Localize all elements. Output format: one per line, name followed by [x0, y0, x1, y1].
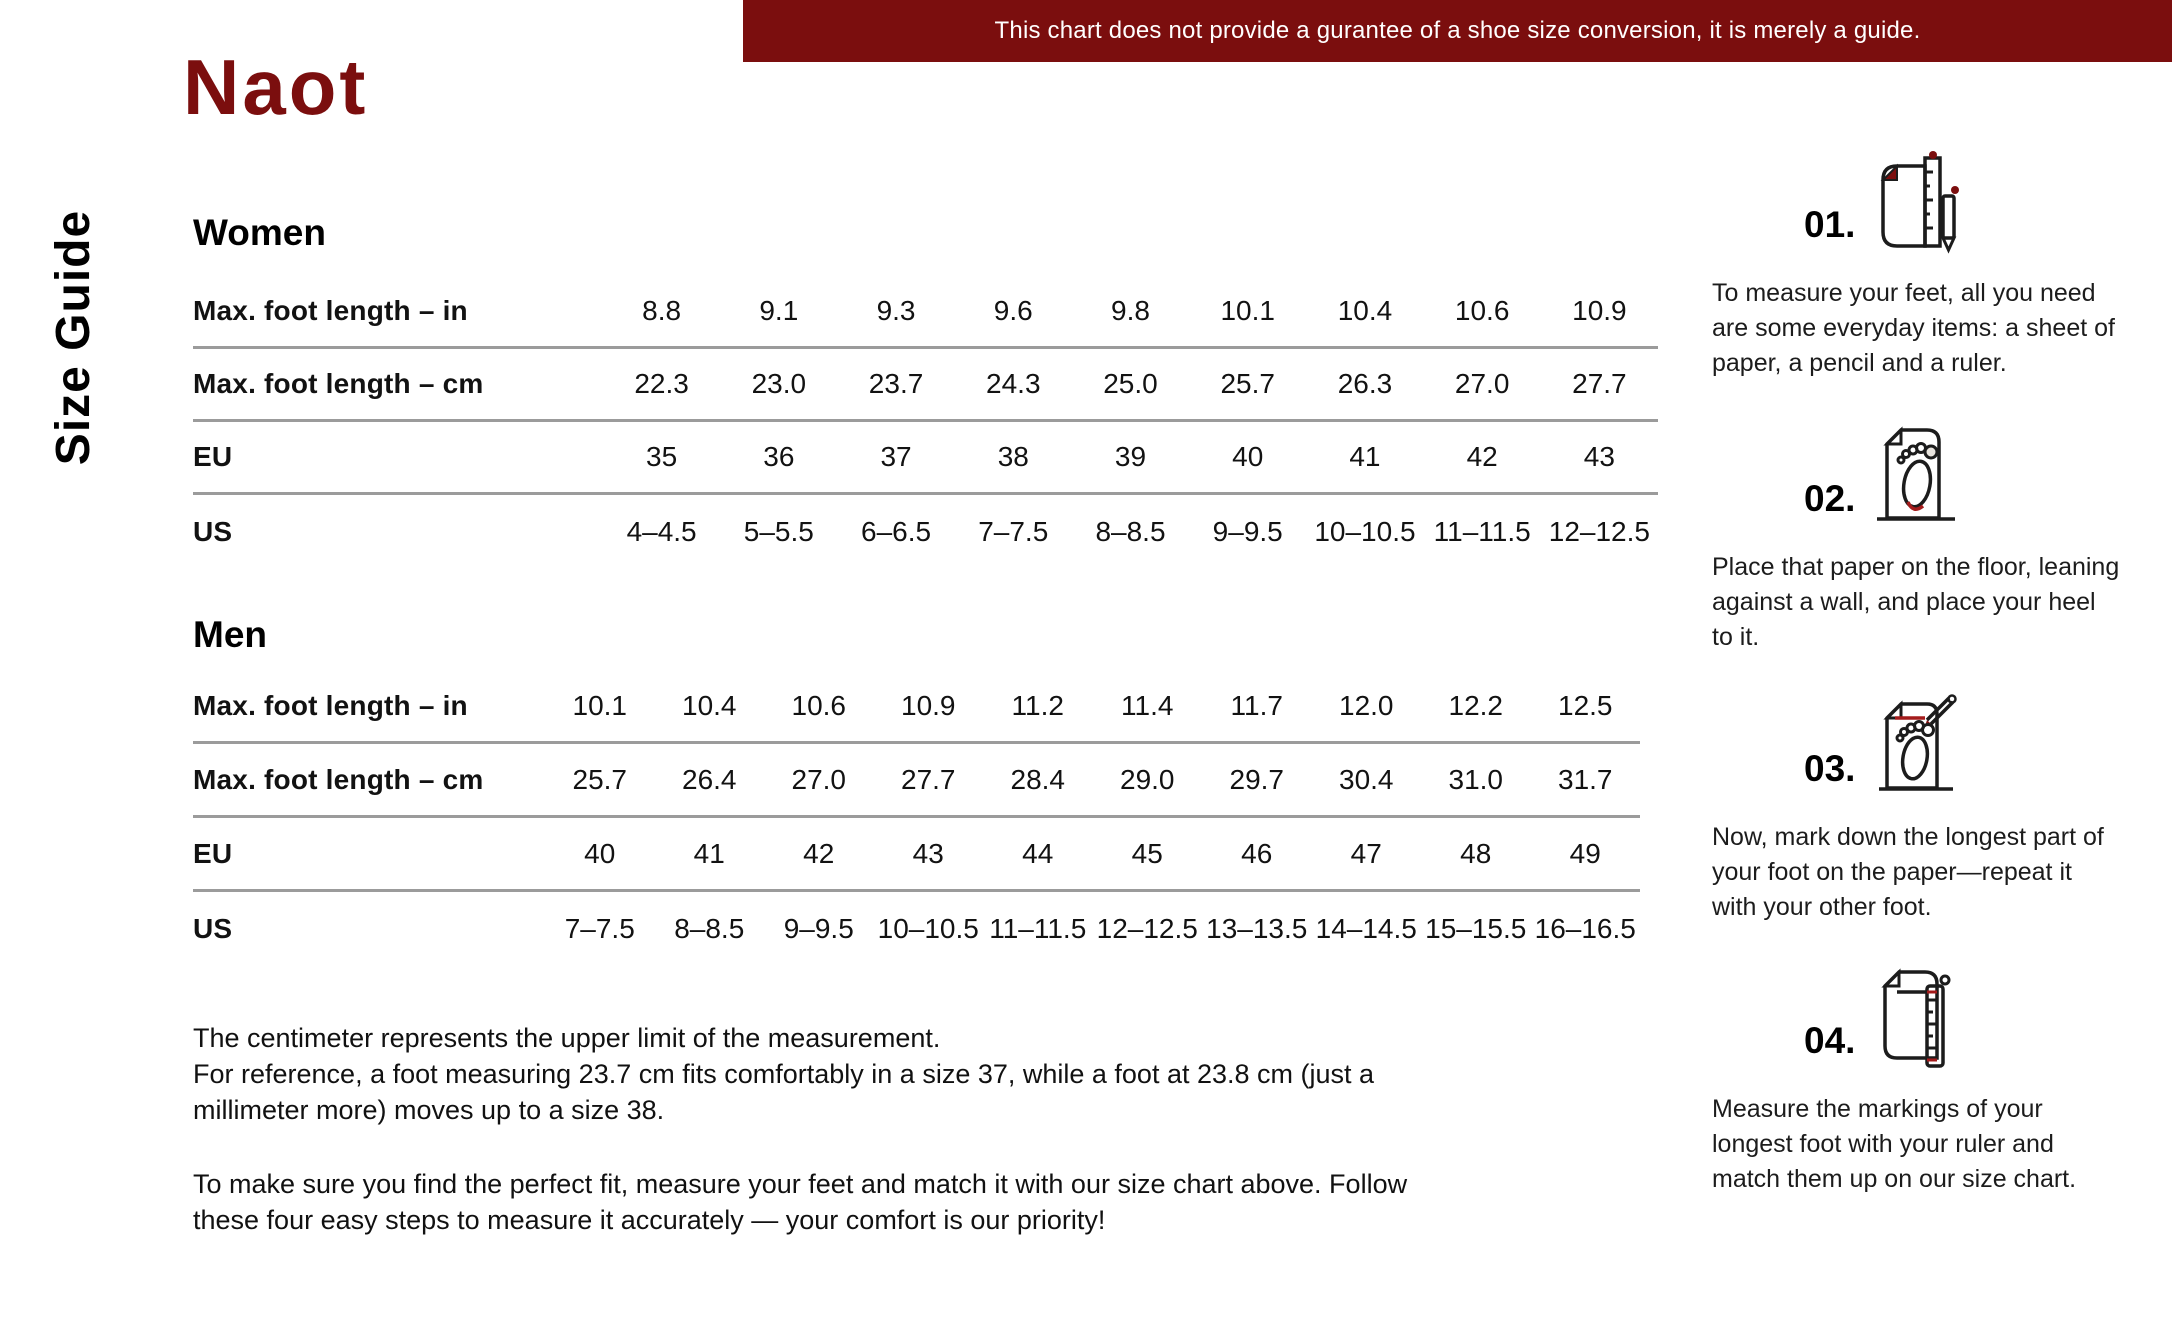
naot-logo: Naot [183, 43, 369, 131]
size-value-cell: 15–15.5 [1425, 913, 1527, 944]
size-value-cell: 16–16.5 [1534, 913, 1636, 944]
size-value-cell: 30.4 [1339, 763, 1394, 795]
size-value-cell: 43 [1583, 441, 1615, 472]
measuring-steps [1712, 140, 2122, 1260]
size-value-cell: 37 [880, 441, 912, 472]
step-03-header [1712, 692, 2122, 804]
size-value-cell: 29.7 [1229, 763, 1284, 795]
row-label: US [193, 515, 233, 547]
size-value-cell: 9–9.5 [783, 913, 854, 944]
size-value-cell: 8.8 [642, 295, 682, 326]
page-title-vertical [28, 188, 120, 486]
page-title: Size Guide [47, 209, 101, 465]
size-value-cell: 12.5 [1558, 689, 1613, 721]
size-chart-content [193, 212, 1658, 1238]
footnote-line: For reference, a foot measuring 23.7 cm fits comfortably in a size 37, while a foot at 23.8 cm (just a millimeter more) moves up to a size 38. [193, 1059, 1375, 1125]
size-value-cell: 10.1 [1220, 295, 1275, 326]
size-value-cell: 8–8.5 [674, 913, 745, 944]
size-value-cell: 10–10.5 [877, 913, 979, 944]
size-value-cell: 44 [1022, 837, 1054, 869]
size-value-cell: 9.8 [1111, 295, 1150, 326]
row-label: Max. foot length – in [193, 689, 468, 721]
table-row [193, 818, 1640, 892]
step-04 [1712, 964, 2122, 1197]
size-value-cell: 9–9.5 [1212, 515, 1283, 547]
table-row [193, 276, 1658, 349]
size-value-cell: 14–14.5 [1315, 913, 1417, 944]
row-label: US [193, 913, 233, 944]
table-row [193, 422, 1658, 495]
size-value-cell: 10.9 [1572, 295, 1627, 326]
size-value-cell: 10.6 [791, 689, 846, 721]
size-value-cell: 40 [1232, 441, 1264, 472]
size-value-cell: 7–7.5 [564, 913, 635, 944]
step-01-header [1712, 148, 2122, 260]
size-value-cell: 47 [1350, 837, 1382, 869]
size-value-cell: 13–13.5 [1206, 913, 1308, 944]
size-value-cell: 6–6.5 [861, 515, 932, 547]
step-number: 01. [1804, 204, 1856, 245]
table-row [193, 349, 1658, 422]
size-value-cell: 27.0 [791, 763, 846, 795]
size-value-cell: 26.4 [682, 763, 737, 795]
table-row [193, 495, 1658, 568]
row-label: EU [193, 837, 233, 869]
row-label: Max. foot length – cm [193, 763, 484, 795]
step-text: Now, mark down the longest part of your foot on the paper—repeat it with your other foot. [1712, 823, 2104, 921]
size-value-cell: 41 [1349, 441, 1381, 472]
size-value-cell: 45 [1131, 837, 1163, 869]
size-value-cell: 27.0 [1454, 368, 1510, 399]
row-label: EU [193, 441, 233, 472]
size-value-cell: 27.7 [1572, 368, 1627, 399]
size-value-cell: 25.7 [1220, 368, 1275, 399]
table-row [193, 744, 1640, 818]
size-value-cell: 10.6 [1454, 295, 1510, 326]
size-value-cell: 31.7 [1558, 763, 1613, 795]
size-value-cell: 11–11.5 [1433, 515, 1531, 547]
size-value-cell: 24.3 [986, 368, 1041, 399]
size-value-cell: 35 [646, 441, 678, 472]
paper-footprint-icon [1865, 422, 1965, 534]
disclaimer-text: This chart does not provide a gurantee of a shoe size conversion, it is merely a guide. [994, 17, 1921, 44]
size-value-cell: 12–12.5 [1096, 913, 1198, 944]
size-value-cell: 48 [1460, 837, 1492, 869]
step-number: 03. [1804, 748, 1856, 789]
size-value-cell: 22.3 [634, 368, 689, 399]
size-value-cell: 10.4 [682, 689, 737, 721]
men-size-table [193, 670, 1640, 966]
footnote-fit: To make sure you find the perfect fit, measure your feet and match it with our size chart above. Follow these four easy steps to measure it accurately — your comfort is our priority! [193, 1169, 1408, 1235]
size-value-cell: 25.0 [1103, 368, 1158, 399]
size-value-cell: 12–12.5 [1548, 515, 1650, 547]
table-row [193, 670, 1640, 744]
size-value-cell: 8–8.5 [1095, 515, 1166, 547]
step-number: 02. [1804, 478, 1856, 519]
size-value-cell: 23.7 [868, 368, 924, 399]
size-value-cell: 46 [1241, 837, 1273, 869]
size-value-cell: 26.3 [1337, 368, 1393, 399]
size-value-cell: 41 [693, 837, 725, 869]
size-value-cell: 25.7 [572, 763, 627, 795]
table-row [193, 892, 1640, 966]
step-03 [1712, 692, 2122, 925]
step-04-header [1712, 964, 2122, 1076]
size-value-cell: 28.4 [1010, 763, 1065, 795]
row-label: Max. foot length – cm [193, 368, 484, 399]
size-value-cell: 23.0 [751, 368, 807, 399]
size-value-cell: 5–5.5 [743, 515, 814, 547]
size-value-cell: 27.7 [901, 763, 956, 795]
size-value-cell: 38 [997, 441, 1029, 472]
size-value-cell: 9.1 [759, 295, 799, 326]
women-section-heading: Women [193, 212, 326, 253]
paper-footprint-pencil-icon [1865, 692, 1965, 804]
size-value-cell: 11.2 [1011, 689, 1064, 721]
row-label: Max. foot length – in [193, 295, 468, 326]
step-02 [1712, 422, 2122, 655]
size-value-cell: 12.0 [1339, 689, 1394, 721]
size-value-cell: 7–7.5 [978, 515, 1049, 547]
size-value-cell: 42 [803, 837, 835, 869]
size-value-cell: 39 [1114, 441, 1147, 472]
footnotes [193, 1020, 1455, 1238]
footnote-line: The centimeter represents the upper limit of the measurement. [193, 1023, 941, 1053]
step-02-header [1712, 422, 2122, 534]
size-value-cell: 9.6 [993, 295, 1033, 326]
paper-ruler-icon [1865, 964, 1965, 1076]
size-value-cell: 49 [1569, 837, 1601, 869]
size-value-cell: 11.4 [1121, 689, 1174, 721]
size-value-cell: 42 [1466, 441, 1498, 472]
disclaimer-banner [743, 0, 2172, 62]
size-value-cell: 11.7 [1230, 689, 1283, 721]
step-01 [1712, 148, 2122, 381]
size-value-cell: 29.0 [1120, 763, 1175, 795]
size-value-cell: 10.1 [572, 689, 627, 721]
size-value-cell: 43 [912, 837, 944, 869]
size-value-cell: 40 [584, 837, 616, 869]
size-value-cell: 10.9 [901, 689, 956, 721]
paper-ruler-pencil-icon [1865, 148, 1965, 260]
step-text: Measure the markings of your longest foot with your ruler and match them up on our size chart. [1712, 1095, 2077, 1193]
size-value-cell: 11–11.5 [989, 913, 1087, 944]
step-number: 04. [1804, 1020, 1856, 1061]
step-text: To measure your feet, all you need are some everyday items: a sheet of paper, a pencil and a ruler. [1712, 279, 2115, 377]
women-size-table [193, 276, 1658, 568]
size-value-cell: 10–10.5 [1314, 515, 1416, 547]
size-value-cell: 12.2 [1448, 689, 1503, 721]
step-text: Place that paper on the floor, leaning against a wall, and place your heel to it. [1712, 553, 2120, 651]
size-value-cell: 31.0 [1448, 763, 1503, 795]
size-value-cell: 9.3 [876, 295, 916, 326]
size-value-cell: 36 [763, 441, 795, 472]
size-value-cell: 10.4 [1337, 295, 1393, 326]
size-value-cell: 4–4.5 [626, 515, 697, 547]
men-section-heading: Men [193, 614, 267, 655]
footnote-measurement [193, 1020, 1455, 1128]
